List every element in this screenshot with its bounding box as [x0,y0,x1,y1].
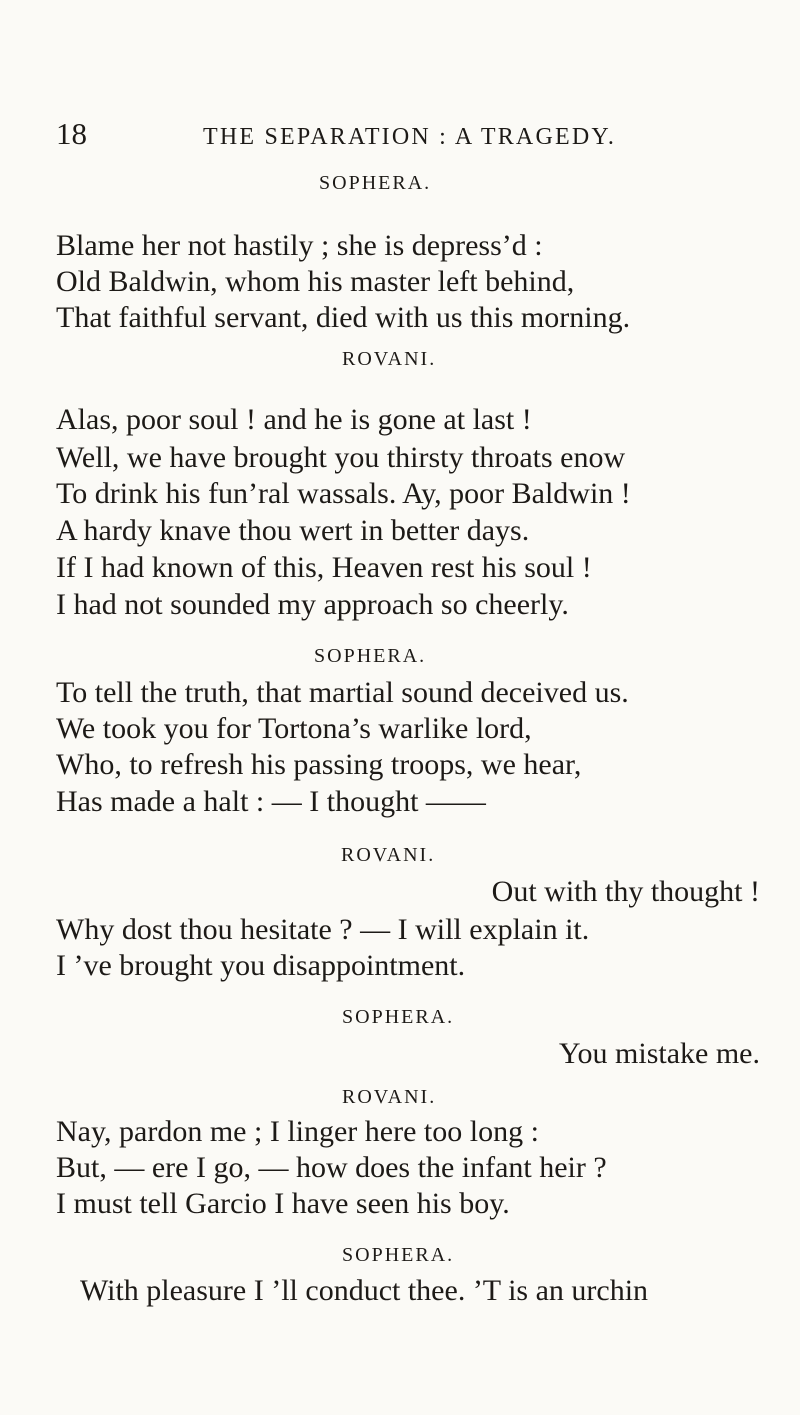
verse-line: With pleasure I ’ll conduct thee. ’T is an urchin [80,1274,649,1307]
verse-line: I must tell Garcio I have seen his boy. [56,1187,510,1220]
verse-line: I had not sounded my approach so cheerly. [56,588,569,621]
page-header [56,117,776,157]
verse-line: Alas, poor soul ! and he is gone at last ! [56,403,532,436]
verse-line: Old Baldwin, whom his master left behind, [56,265,575,298]
verse-line: To tell the truth, that martial sound deceived us. [56,676,629,709]
speaker-name: SOPHERA. [319,172,432,194]
verse-line: We took you for Tortona’s warlike lord, [56,712,532,745]
verse-line: Why dost thou hesitate ? — I will explain it. [56,913,590,946]
speaker-name: SOPHERA. [342,1244,455,1266]
verse-line: A hardy knave thou wert in better days. [56,514,530,547]
page-number: 18 [56,116,87,151]
speaker-name: ROVANI. [341,844,436,866]
verse-line: Well, we have brought you thirsty throats enow [56,441,626,474]
verse-line: Out with thy thought ! [491,875,760,908]
verse-line: But, — ere I go, — how does the infant heir ? [56,1151,607,1184]
verse-line: Nay, pardon me ; I linger here too long : [56,1115,539,1148]
verse-line: That faithful servant, died with us this morning. [56,301,631,334]
speaker-name: SOPHERA. [314,645,427,667]
verse-line: You mistake me. [558,1037,760,1070]
verse-line: Who, to refresh his passing troops, we hear, [56,748,582,781]
verse-line: If I had known of this, Heaven rest his soul ! [56,551,592,584]
speaker-name: ROVANI. [342,348,437,370]
speaker-name: SOPHERA. [342,1006,455,1028]
verse-line: To drink his fun’ral wassals. Ay, poor Baldwin ! [56,477,631,510]
verse-line: Has made a halt : — I thought —— [56,785,486,818]
verse-line: I ’ve brought you disappointment. [56,949,466,982]
running-title: THE SEPARATION : A TRAGEDY. [203,124,617,150]
verse-line: Blame her not hastily ; she is depress’d : [56,229,543,262]
speaker-name: ROVANI. [342,1086,437,1108]
